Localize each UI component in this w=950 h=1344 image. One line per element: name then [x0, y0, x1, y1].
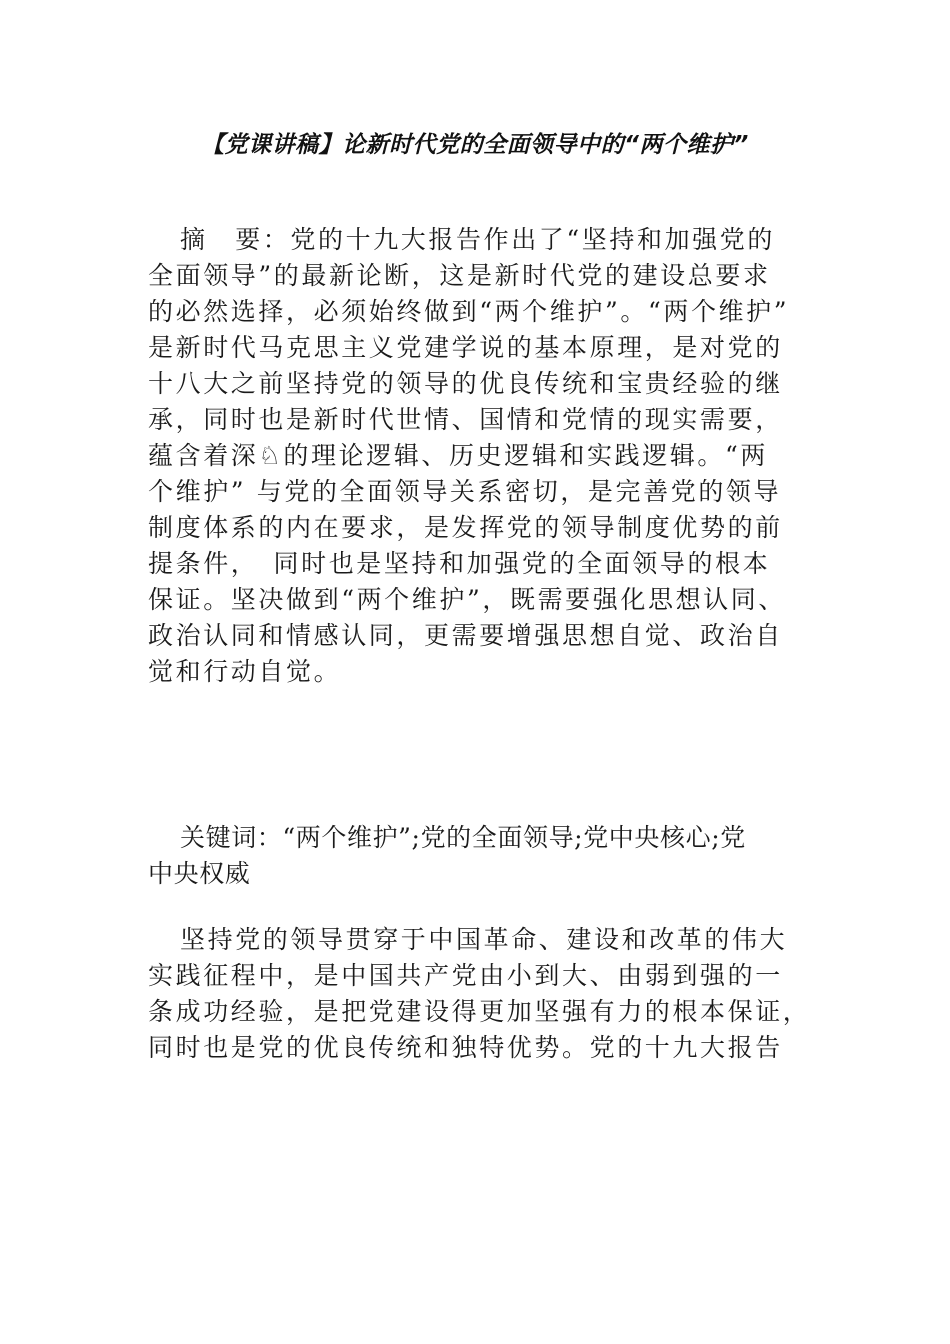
- abstract-line: 的必然选择，必须始终做到“两个维护”。“两个维护”: [148, 297, 790, 326]
- abstract-line: 蕴含着深♘的理论逻辑、历史逻辑和实践逻辑。“两: [148, 441, 768, 470]
- keywords-line: 关键词：“两个维护”;党的全面领导;党中央核心;党: [180, 823, 746, 852]
- intro-line: 条成功经验，是把党建设得更加坚强有力的根本保证，: [148, 997, 811, 1026]
- keywords-line: 中央权威: [148, 859, 251, 888]
- abstract-line: 个维护” 与党的全面领导关系密切，是完善党的领导: [148, 477, 782, 506]
- abstract-line: 摘 要：党的十九大报告作出了“坚持和加强党的: [180, 225, 775, 254]
- abstract-line: 十八大之前坚持党的领导的优良传统和宝贵经验的继: [148, 369, 783, 398]
- keywords-paragraph: [148, 820, 808, 892]
- intro-line: 坚持党的领导贯穿于中国革命、建设和改革的伟大: [180, 925, 788, 954]
- abstract-line: 承，同时也是新时代世情、国情和党情的现实需要，: [148, 405, 783, 434]
- abstract-line: 保证。坚决做到“两个维护”，既需要强化思想认同、: [148, 585, 786, 614]
- intro-line: 同时也是党的优良传统和独特优势。党的十九大报告: [148, 1033, 783, 1062]
- abstract-line: 觉和行动自觉。: [148, 657, 342, 686]
- abstract-line: 政治认同和情感认同，更需要增强思想自觉、政治自: [148, 621, 783, 650]
- document-title: 【党课讲稿】论新时代党的全面领导中的“两个维护”: [201, 132, 749, 158]
- abstract-line: 全面领导”的最新论断，这是新时代党的建设总要求: [148, 261, 771, 290]
- abstract-paragraph: [148, 222, 808, 690]
- intro-paragraph: [148, 922, 811, 1066]
- intro-line: 实践征程中，是中国共产党由小到大、由弱到强的一: [148, 961, 783, 990]
- abstract-line: 是新时代马克思主义党建学说的基本原理，是对党的: [148, 333, 783, 362]
- abstract-line: 制度体系的内在要求，是发挥党的领导制度优势的前: [148, 513, 783, 542]
- abstract-line: 提条件， 同时也是坚持和加强党的全面领导的根本: [148, 549, 771, 578]
